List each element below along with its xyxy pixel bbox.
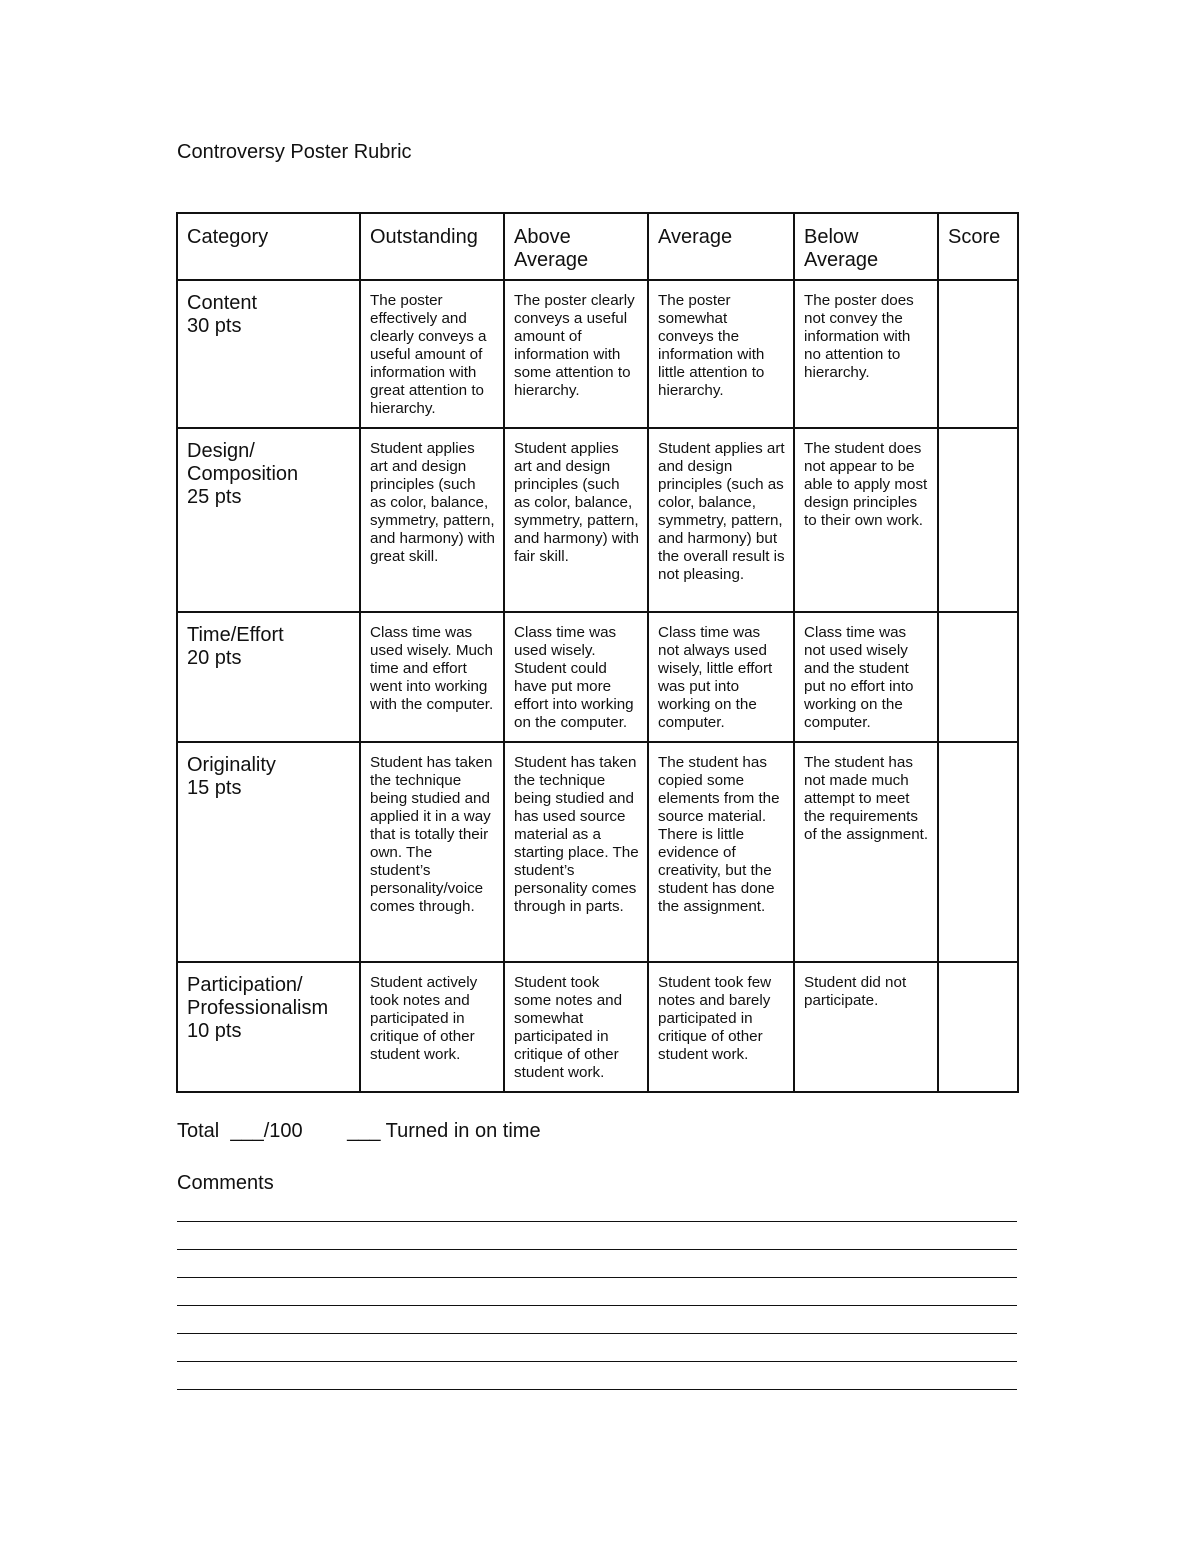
below-average-cell: The student does not appear to be able to apply most design principles to their own work. bbox=[794, 428, 938, 612]
rubric-table bbox=[176, 212, 1019, 1093]
comment-line[interactable] bbox=[177, 1389, 1017, 1390]
category-name: Content bbox=[187, 292, 258, 314]
comment-line[interactable] bbox=[177, 1333, 1017, 1334]
above-average-cell: Student took some notes and somewhat participated in critique of other student work. bbox=[504, 962, 648, 1092]
category-cell bbox=[177, 742, 360, 962]
header-above-average: Above Average bbox=[504, 213, 648, 280]
below-average-cell: Student did not participate. bbox=[794, 962, 938, 1092]
comment-line[interactable] bbox=[177, 1305, 1017, 1306]
category-name: Originality bbox=[187, 754, 276, 776]
score-cell[interactable] bbox=[938, 962, 1018, 1092]
category-points: 25 pts bbox=[187, 486, 242, 508]
table-row bbox=[177, 612, 1018, 742]
below-average-cell: The poster does not convey the information with no attention to hierarchy. bbox=[794, 280, 938, 428]
page-title: Controversy Poster Rubric bbox=[177, 141, 412, 163]
comment-line[interactable] bbox=[177, 1277, 1017, 1278]
comments-label: Comments bbox=[177, 1172, 274, 1194]
header-below-average: Below Average bbox=[794, 213, 938, 280]
above-average-cell: Student applies art and design principles (such as color, balance, symmetry, pattern, and harmony) with fair skill. bbox=[504, 428, 648, 612]
outstanding-cell: Student actively took notes and participated in critique of other student work. bbox=[360, 962, 504, 1092]
score-cell[interactable] bbox=[938, 612, 1018, 742]
category-points: 30 pts bbox=[187, 315, 242, 337]
below-average-cell: Class time was not used wisely and the student put no effort into working on the computer. bbox=[794, 612, 938, 742]
score-cell[interactable] bbox=[938, 742, 1018, 962]
average-cell: The student has copied some elements from the source material. There is little evidence of creativity, but the student has done the assignment. bbox=[648, 742, 794, 962]
category-cell bbox=[177, 962, 360, 1092]
below-average-cell: The student has not made much attempt to meet the requirements of the assignment. bbox=[794, 742, 938, 962]
above-average-cell: The poster clearly conveys a useful amount of information with some attention to hierarchy. bbox=[504, 280, 648, 428]
footer-line bbox=[177, 1120, 541, 1143]
above-average-cell: Student has taken the technique being studied and has used source material as a starting place. The student’s personality comes through in parts. bbox=[504, 742, 648, 962]
category-name: Participation/ Professionalism bbox=[187, 974, 329, 1019]
header-average: Average bbox=[648, 213, 794, 280]
table-row bbox=[177, 962, 1018, 1092]
category-name: Design/ Composition bbox=[187, 440, 299, 485]
category-points: 20 pts bbox=[187, 647, 242, 669]
category-points: 10 pts bbox=[187, 1020, 242, 1042]
comment-line[interactable] bbox=[177, 1361, 1017, 1362]
category-name: Time/Effort bbox=[187, 624, 284, 646]
comment-line[interactable] bbox=[177, 1221, 1017, 1222]
on-time-field[interactable]: ___ Turned in on time bbox=[347, 1120, 541, 1142]
outstanding-cell: Student has taken the technique being studied and applied it in a way that is totally their own. The student’s personality/voice comes through. bbox=[360, 742, 504, 962]
average-cell: Student took few notes and barely participated in critique of other student work. bbox=[648, 962, 794, 1092]
score-cell[interactable] bbox=[938, 280, 1018, 428]
average-cell: Class time was not always used wisely, little effort was put into working on the computer. bbox=[648, 612, 794, 742]
category-cell bbox=[177, 428, 360, 612]
table-row bbox=[177, 428, 1018, 612]
comment-lines[interactable] bbox=[177, 1221, 1017, 1417]
header-outstanding: Outstanding bbox=[360, 213, 504, 280]
category-cell bbox=[177, 280, 360, 428]
outstanding-cell: Class time was used wisely. Much time and effort went into working with the computer. bbox=[360, 612, 504, 742]
outstanding-cell: The poster effectively and clearly conveys a useful amount of information with great attention to hierarchy. bbox=[360, 280, 504, 428]
header-row bbox=[177, 213, 1018, 280]
average-cell: Student applies art and design principles (such as color, balance, symmetry, pattern, and harmony) but the overall result is not pleasing. bbox=[648, 428, 794, 612]
outstanding-cell: Student applies art and design principles (such as color, balance, symmetry, pattern, and harmony) with great skill. bbox=[360, 428, 504, 612]
score-cell[interactable] bbox=[938, 428, 1018, 612]
header-score: Score bbox=[938, 213, 1018, 280]
total-field[interactable]: Total ___/100 bbox=[177, 1120, 303, 1142]
table-row bbox=[177, 280, 1018, 428]
category-cell bbox=[177, 612, 360, 742]
comment-line[interactable] bbox=[177, 1249, 1017, 1250]
header-category: Category bbox=[177, 213, 360, 280]
category-points: 15 pts bbox=[187, 777, 242, 799]
above-average-cell: Class time was used wisely. Student could have put more effort into working on the computer. bbox=[504, 612, 648, 742]
average-cell: The poster somewhat conveys the information with little attention to hierarchy. bbox=[648, 280, 794, 428]
table-row bbox=[177, 742, 1018, 962]
